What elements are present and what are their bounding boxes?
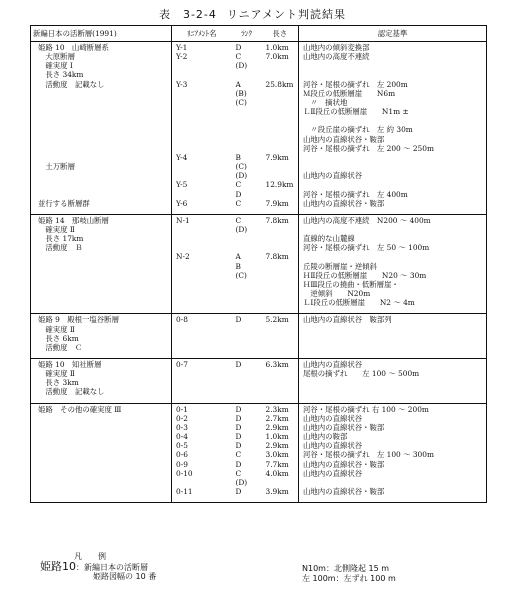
header-basis: 認定基準 (299, 26, 487, 42)
rank-cell: D C (D) A (B) (C) B (C) (D) C D C (232, 42, 262, 215)
basis-cell: 山地内の直線状谷 尾根の摘ずれ 左 100 ～ 500m (299, 359, 487, 404)
length-cell: 2.3km 2.7km 2.9km 1.0km 2.9km 3.0km 7.7km 4.0km 3.9km (262, 403, 299, 503)
basis-cell: 山地内の傾斜変換部 山地内の高度不連続 河谷・尾根の摘ずれ 左 200m Ｍ段丘の低断層崖 N6m 〃 摘状地 ＬⅡ段丘の低断層崖 N1m ± 〃段丘崖の摘ずれ 左 約 30m 山地内の直線状谷・鞍部 河谷・尾根の摘ずれ 左 200 ～ 250m 山地内の直線状谷 河谷・尾根の摘ずれ 左 400m 山地内の直線状谷・鞍部 (299, 42, 487, 215)
legend-offset-note: 左 100m：左ずれ 100 m (302, 574, 396, 583)
header-row (31, 26, 487, 42)
length-cell: 1.0km 7.0km 25.8km 7.9km 12.9km 7.9km (262, 42, 299, 215)
legend-fault-code: 姫路10 (40, 560, 76, 573)
table-caption: リニアメント判読結果 (226, 8, 347, 21)
legend-uplift-note: N10m：北側隆起 15 m (302, 564, 390, 573)
rank-cell: D (232, 314, 262, 359)
fault-cell: 姫路 10 知社断層 確実度 Ⅱ 長さ 3km 活動度 記載なし (31, 359, 172, 404)
legend-heading: 凡 例 (74, 552, 106, 561)
table-row (31, 359, 487, 404)
header-rank: ﾗﾝｸ (232, 26, 262, 42)
fault-cell: 姫路 10 山崎断層系 大原断層 確実度 Ⅰ 長さ 34km 活動度 記載なし 土万断層 並行する断層群 (31, 42, 172, 215)
table-row (31, 214, 487, 314)
table-row (31, 403, 487, 503)
fault-cell: 姫路 14 那岐山断層 確実度 Ⅱ 長さ 17km 活動度 Ｂ (31, 214, 172, 314)
basis-cell: 河谷・尾根の摘ずれ 右 100 ～ 200m 山地内の直線状谷 山地内の直線状谷・鞍部 山地内の鞍部 山地内の直線状谷 河谷・尾根の摘ずれ 左 100 ～ 300m 山地内の直線状谷・鞍部 山地内の直線状谷 山地内の直線状谷・鞍部 (299, 403, 487, 503)
lineament-id-cell: 0-7 (172, 359, 232, 404)
lineament-id-cell: N-1 N-2 (172, 214, 232, 314)
lineament-id-cell: 0-1 0-2 0-3 0-4 0-5 0-6 0-9 0-10 0-11 (172, 403, 232, 503)
lineament-table (30, 25, 487, 503)
length-cell: 5.2km (262, 314, 299, 359)
table-row (31, 42, 487, 215)
lineament-id-cell: Y-1 Y-2 Y-3 Y-4 Y-5 Y-6 (172, 42, 232, 215)
rank-cell: D (232, 359, 262, 404)
basis-cell: 山地内の高度不連続 N200 ～ 400m 直線的な山麓線 河谷・尾根の摘ずれ 左 50 ～ 100m 丘陵の断層崖・逆傾斜 ＨⅡ段丘の低断層崖 N20 ～ 30m ＨⅢ段丘の撓曲・低断層崖・ 逆傾斜 N20m ＬⅠ段丘の低断層崖 N2 ～ 4m (299, 214, 487, 314)
fault-cell: 姫路 その他の確実度 Ⅲ (31, 403, 172, 503)
legend-fault-text: ：新編日本の活断層 (76, 563, 148, 572)
table-title (0, 6, 515, 22)
header-lineament-id: ﾘﾆｱﾒﾝﾄ名 (172, 26, 232, 42)
table-number: 表 3-2-4 (158, 8, 217, 21)
basis-cell: 山地内の直線状谷 鞍部列 (299, 314, 487, 359)
legend (30, 552, 486, 592)
fault-cell: 姫路 9 殿根一塩谷断層 確実度 Ⅱ 長さ 6km 活動度 Ｃ (31, 314, 172, 359)
header-fault: 新編日本の活断層(1991) (31, 26, 172, 42)
lineament-id-cell: 0-8 (172, 314, 232, 359)
rank-cell: D D D D D C D C (D) D (232, 403, 262, 503)
rank-cell: C (D) A B (C) (232, 214, 262, 314)
table-row (31, 314, 487, 359)
header-length: 長さ (262, 26, 299, 42)
legend-sheet-entry: 姫路図幅の 10 番 (93, 572, 157, 581)
length-cell: 7.8km 7.8km (262, 214, 299, 314)
length-cell: 6.3km (262, 359, 299, 404)
